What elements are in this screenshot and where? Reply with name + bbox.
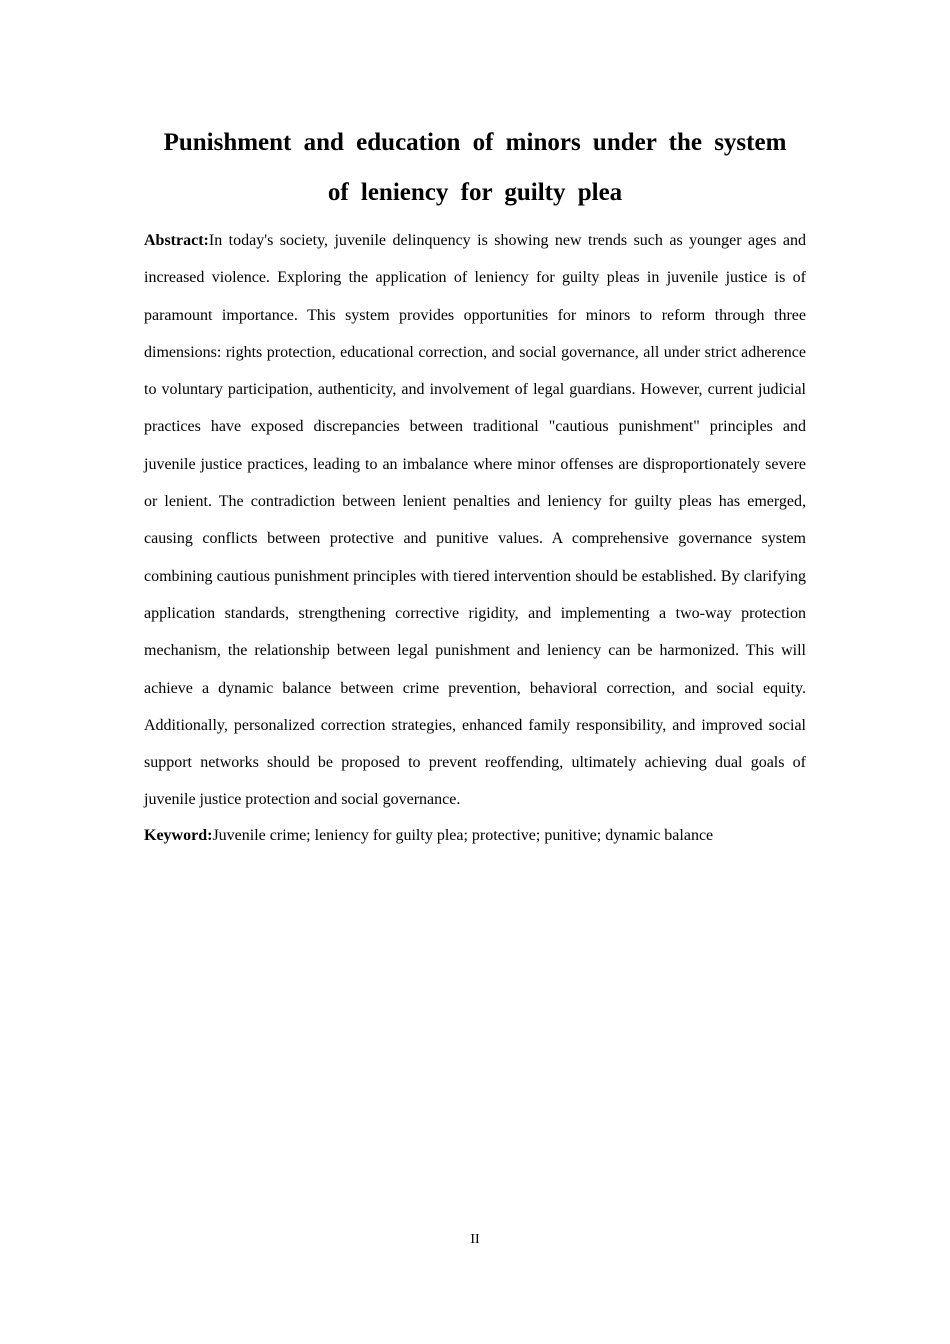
paper-title-line-1: Punishment and education of minors under the system — [163, 129, 787, 156]
page-number: II — [470, 1232, 480, 1247]
keywords-paragraph — [144, 819, 806, 852]
abstract-paragraph — [144, 222, 806, 819]
document-page — [144, 118, 806, 852]
abstract-label: Abstract: — [144, 232, 209, 249]
keywords-label: Keyword: — [144, 826, 213, 844]
abstract-text: In today's society, juvenile delinquency is showing new trends such as younger ages and increased violence. Exploring the application of leniency for guilty pleas in juvenile justice is of paramount importance. This system provides opportunities for minors to reform through three dimensions: rights protection, educational correction, and social governance, all under strict adherence to voluntary participation, authenticity, and involvement of legal guardians. However, current judicial practices have exposed discrepancies between traditional "cautious punishment" principles and juvenile justice practices, leading to an imbalance where minor offenses are disproportionately severe or lenient. The contradiction between lenient penalties and leniency for guilty pleas has emerged, causing conflicts between protective and punitive values. A comprehensive governance system combining cautious punishment principles with tiered intervention should be established. By clarifying application standards, strengthening corrective rigidity, and implementing a two-way protection mechanism, the relationship between legal punishment and leniency can be harmonized. This will achieve a dynamic balance between crime prevention, behavioral correction, and social equity. Additionally, personalized correction strategies, enhanced family responsibility, and improved social support networks should be proposed to prevent reoffending, ultimately achieving dual goals of juvenile justice protection and social governance. — [144, 232, 806, 809]
keywords-text: Juvenile crime; leniency for guilty plea; protective; punitive; dynamic balance — [212, 826, 714, 844]
paper-title-line-2: of leniency for guilty plea — [327, 179, 623, 206]
paper-title — [144, 118, 806, 218]
